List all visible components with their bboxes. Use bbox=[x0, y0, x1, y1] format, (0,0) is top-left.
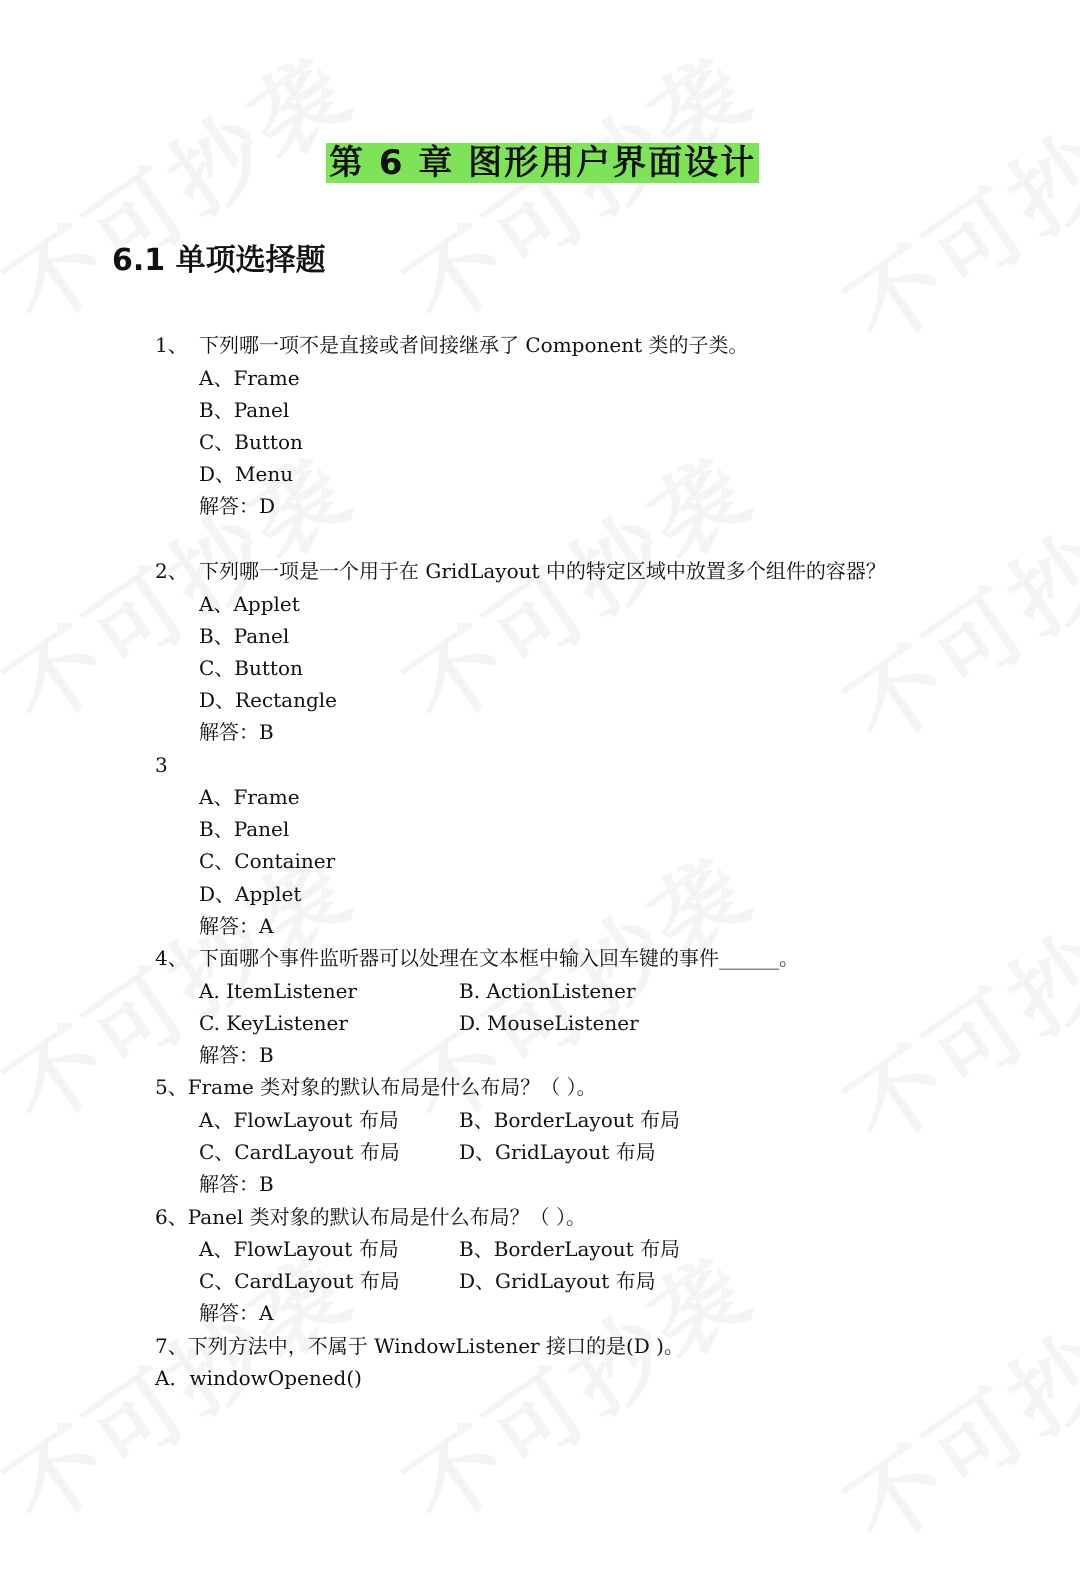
option-a: A. ItemListener bbox=[199, 979, 357, 1003]
question-text: 下列哪一项是一个用于在 GridLayout 中的特定区域中放置多个组件的容器？ bbox=[199, 559, 886, 583]
option-c: C. KeyListener bbox=[199, 1011, 348, 1035]
watermark bbox=[818, 440, 1080, 773]
option-b: B、Panel bbox=[199, 398, 290, 422]
watermark bbox=[818, 1240, 1080, 1573]
option-c: C、Button bbox=[199, 430, 303, 454]
answer: 解答：B bbox=[199, 720, 274, 744]
option-b: B、BorderLayout 布局 bbox=[459, 1237, 681, 1261]
answer: 解答：A bbox=[199, 1301, 274, 1325]
answer: 解答：A bbox=[199, 914, 274, 938]
answer: 解答：B bbox=[199, 1172, 274, 1196]
option-b: B、Panel bbox=[199, 817, 290, 841]
option-a: A、Frame bbox=[199, 366, 300, 390]
question-text: 下面哪个事件监听器可以处理在文本框中输入回车键的事件______。 bbox=[199, 946, 799, 970]
option-d: D、Rectangle bbox=[199, 688, 338, 712]
option-c: C、CardLayout 布局 bbox=[199, 1140, 400, 1164]
option-a: A、Applet bbox=[199, 592, 300, 616]
watermark bbox=[0, 20, 374, 353]
answer: 解答：B bbox=[199, 1043, 274, 1067]
watermark bbox=[378, 20, 775, 353]
option-a: A、Frame bbox=[199, 785, 300, 809]
option-d: D. MouseListener bbox=[459, 1011, 639, 1035]
option-a: A、FlowLayout 布局 bbox=[199, 1237, 399, 1261]
watermark bbox=[818, 840, 1080, 1173]
option-c: C、Container bbox=[199, 849, 336, 873]
option-b: B、BorderLayout 布局 bbox=[459, 1108, 681, 1132]
option-d: D、GridLayout 布局 bbox=[459, 1269, 656, 1293]
option-c: C、Button bbox=[199, 656, 303, 680]
option-a: A．windowOpened() bbox=[155, 1366, 362, 1390]
watermark bbox=[378, 420, 775, 753]
option-d: D、Applet bbox=[199, 882, 302, 906]
answer: 解答：D bbox=[199, 494, 276, 518]
section-title: 6.1 单项选择题 bbox=[112, 243, 326, 278]
question-number: 3 bbox=[155, 753, 168, 777]
chapter-title: 第 6 章 图形用户界面设计 bbox=[326, 143, 759, 183]
watermark bbox=[818, 40, 1080, 373]
option-d: D、GridLayout 布局 bbox=[459, 1140, 656, 1164]
option-b: B、Panel bbox=[199, 624, 290, 648]
question-text: 6、Panel 类对象的默认布局是什么布局？（ ）。 bbox=[155, 1205, 587, 1229]
question-text: 7、下列方法中，不属于 WindowListener 接口的是(D )。 bbox=[155, 1334, 684, 1358]
question-number: 2、 bbox=[155, 559, 188, 583]
option-c: C、CardLayout 布局 bbox=[199, 1269, 400, 1293]
option-a: A、FlowLayout 布局 bbox=[199, 1108, 399, 1132]
question-number: 4、 bbox=[155, 946, 188, 970]
option-d: D、Menu bbox=[199, 462, 294, 486]
question-text: 下列哪一项不是直接或者间接继承了 Component 类的子类。 bbox=[199, 333, 749, 357]
option-b: B. ActionListener bbox=[459, 979, 636, 1003]
question-number: 1、 bbox=[155, 333, 188, 357]
question-text: 5、Frame 类对象的默认布局是什么布局？（ ）。 bbox=[155, 1075, 597, 1099]
